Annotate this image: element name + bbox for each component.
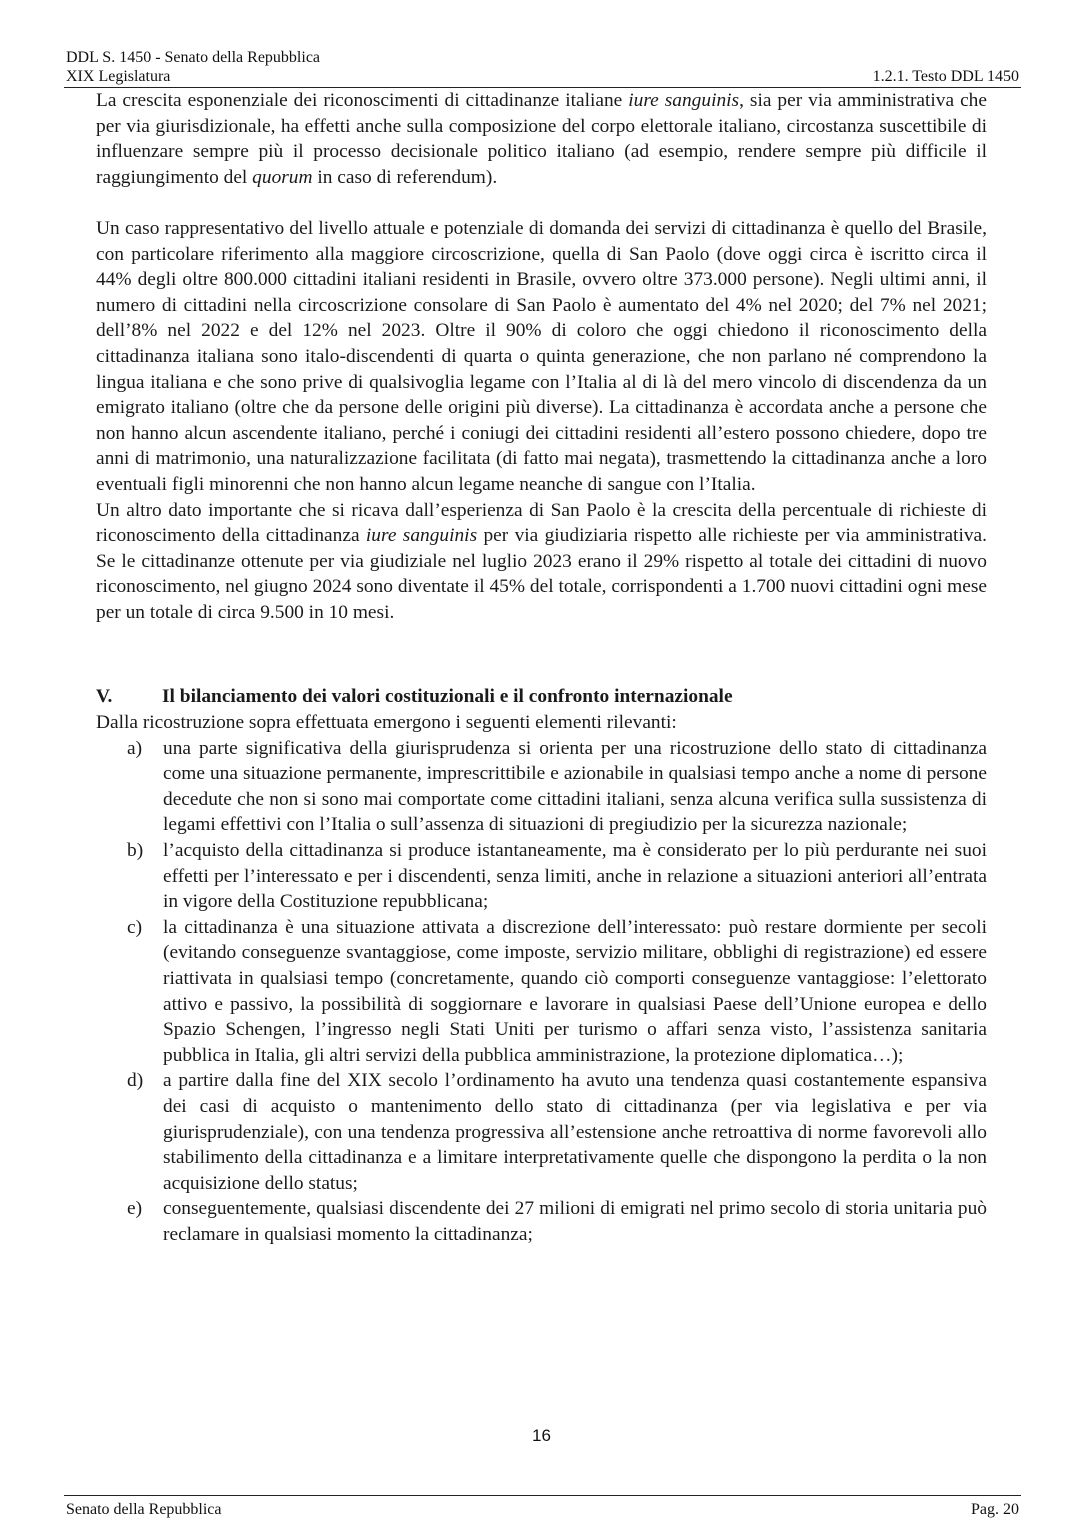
list-item-label: a) (127, 737, 143, 759)
page-header (66, 48, 320, 86)
list-item (96, 838, 987, 915)
list-item-label: b) (127, 840, 144, 862)
paragraph-3 (96, 498, 987, 626)
page-number: 16 (532, 1426, 551, 1445)
list-item-label: d) (127, 1070, 144, 1092)
paragraph-1-italic-b: quorum (252, 166, 313, 188)
section-heading (96, 684, 987, 710)
paragraph-3-italic: iure sanguinis (365, 525, 478, 547)
paragraph-3-text-b: per via giudiziaria rispetto alle richieste per via amministrativa. Se le cittadinanze ottenute per via giudiziale nel luglio 2023 erano il 29% rispetto al totale dei cittadini di nuovo riconoscimento, nel giugno 2024 sono diventate il 45% del totale, corrispondenti a 1.700 nuovi cittadini ogni mese per un totale di circa 9.500 in 10 mesi. (96, 525, 987, 623)
paragraph-2: Un caso rappresentativo del livello attuale e potenziale di domanda dei servizi di cittadinanza è quello del Brasile, con particolare riferimento alla maggiore circoscrizione, quella di San Paolo (dove oggi circa è iscritto circa il 44% degli oltre 800.000 cittadini italiani residenti in Brasile, ovvero oltre 373.000 persone). Negli ultimi anni, il numero di cittadini nella circoscrizione consolare di San Paolo è aumentato del 4% nel 2020; del 7% nel 2021; dell’8% nel 2022 e del 12% nel 2023. Oltre il 90% di coloro che oggi chiedono il riconoscimento della cittadinanza italiana sono italo-discendenti di quarta o quinta generazione, che non parlano né comprendono la lingua italiana e che sono prive di qualsivoglia legame con l’Italia al di là del mero vincolo di discendenza da un emigrato italiano (oltre che da persone delle origini più diverse). La cittadinanza è accordata anche a persone che non hanno alcun ascendente italiano, perché i coniugi dei cittadini residenti all’estero possono chiedere, dopo tre anni di matrimonio, una naturalizzazione facilitata (di fatto mai negata), trasmettendo la cittadinanza anche a loro eventuali figli minorenni che non hanno alcun legame neanche di sangue con l’Italia. (96, 217, 987, 495)
paragraph-3-text-a: Un altro dato importante che si ricava dall’esperienza di San Paolo è la crescita della percentuale di richieste di riconoscimento della cittadinanza (96, 499, 987, 547)
header-legislature: XIX Legislatura (66, 68, 171, 85)
list-item (96, 1068, 987, 1196)
footer-divider (64, 1495, 1021, 1496)
list-item-text: la cittadinanza è una situazione attivata a discrezione dell’interessato: può restare dormiente per secoli (evitando conseguenze svantaggiose, come imposte, servizio militare, obblighi di registrazione) ed essere riattivata in qualsiasi tempo (concretamente, quando ciò comporti conseguenze vantaggiose: l’elettorato attivo e passivo, la possibilità di soggiornare e lavorare in qualsiasi Paese dell’Unione europea e dello Spazio Schengen, l’ingresso negli Stati Uniti per turismo o affari senza visto, l’assistenza sanitaria pubblica in Italia, gli altri servizi della pubblica amministrazione, la protezione diplomatica…); (163, 916, 987, 1066)
list-item (96, 915, 987, 1069)
list-item-label: c) (127, 916, 143, 938)
list-item-label: e) (127, 1198, 143, 1220)
paragraph-1-text-b: , sia per via amministrativa che per via giurisdizionale, ha effetti anche sulla composizione del corpo elettorale italiano, circostanza suscettibile di influenzare sempre più il processo decisionale politico italiano (ad esempio, rendere sempre più difficile il raggiungimento del (96, 90, 987, 188)
elements-list (96, 736, 987, 1248)
section-number: V. (96, 686, 113, 708)
paragraph-1-text-c: in caso di referendum). (312, 166, 498, 188)
document-body (96, 88, 987, 1248)
list-item-text: conseguentemente, qualsiasi discendente dei 27 milioni di emigrati nel primo secolo di storia unitaria può reclamare in qualsiasi momento la cittadinanza; (163, 1198, 987, 1245)
paragraph-1-text-a: La crescita esponenziale dei riconoscimenti di cittadinanze italiane (96, 90, 629, 111)
list-item (96, 736, 987, 838)
paragraph-1 (96, 88, 987, 190)
footer-left: Senato della Repubblica (66, 1501, 222, 1518)
footer-page: Pag. 20 (971, 1501, 1019, 1518)
list-item-text: una parte significativa della giurisprudenza si orienta per una ricostruzione dello stato di cittadinanza come una situazione permanente, imprescrittibile e azionabile in qualsiasi tempo anche a nome di persone decedute che non si sono mai comportate come cittadini italiani, senza alcuna verifica sulla sussistenza di legami effettivi con l’Italia o sull’assenza di situazioni di pregiudizio per la sicurezza nazionale; (163, 737, 987, 836)
section-title: Il bilanciamento dei valori costituzionali e il confronto internazionale (162, 686, 733, 708)
list-item (96, 1196, 987, 1247)
list-item-text: a partire dalla fine del XIX secolo l’ordinamento ha avuto una tendenza quasi costantemente espansiva dei casi di acquisto o mantenimento dello stato di cittadinanza (per via legislativa e per via giurisprudenziale), con una tendenza progressiva all’estensione anche retroattiva di norme favorevoli allo stabilimento della cittadinanza e a limitare interpretativamente quelle che dispongono la perdita o la non acquisizione dello status; (163, 1070, 987, 1194)
section-intro: Dalla ricostruzione sopra effettuata emergono i seguenti elementi rilevanti: (96, 712, 677, 734)
paragraph-1-italic-a: iure sanguinis (628, 90, 740, 111)
header-doc-line: DDL S. 1450 - Senato della Repubblica (66, 49, 321, 66)
list-item-text: l’acquisto della cittadinanza si produce istantaneamente, ma è considerato per lo più perdurante nei suoi effetti per l’interessato e per i discendenti, senza limiti, anche in relazione a situazioni anteriori all’entrata in vigore della Costituzione repubblicana; (163, 840, 987, 913)
header-section: 1.2.1. Testo DDL 1450 (872, 68, 1019, 85)
